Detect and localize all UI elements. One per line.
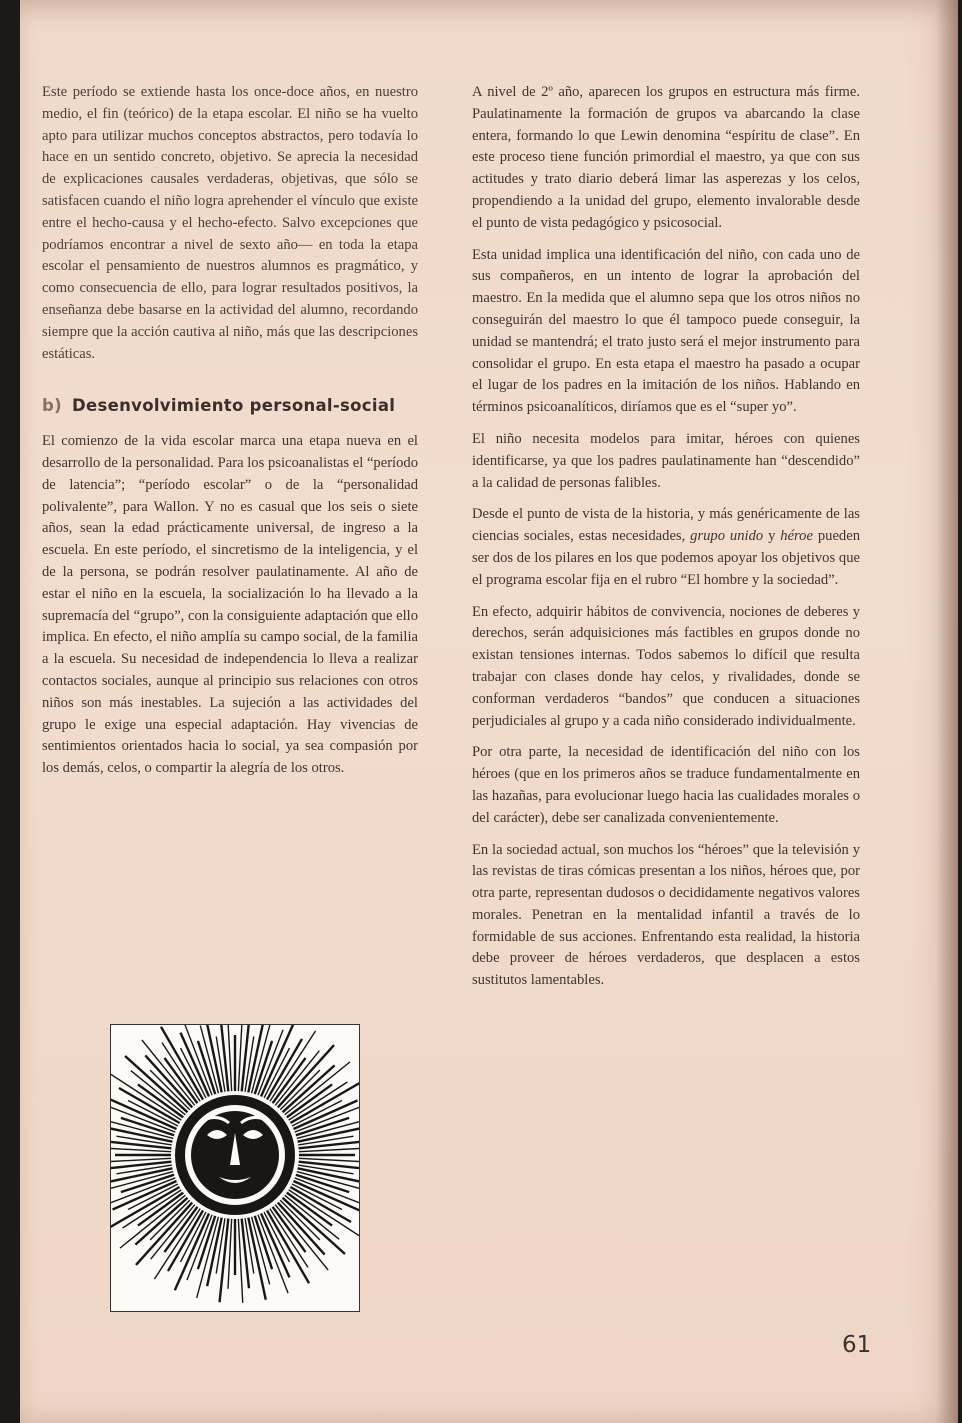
p4-text-c: pueden ser dos de los pilares en los que podemos apoyar los objetivos que el programa escolar fija en el rubro “El hombre y la sociedad”. <box>472 528 860 588</box>
p4-text-a: Desde el punto de vista de la historia, y más genéricamente de las ciencias sociales, estas necesidades, <box>472 506 860 545</box>
left-paragraph-2: El comienzo de la vida escolar marca una etapa nueva en el desarrollo de la personalidad. Para los psicoanalistas el “período de latencia”; “período escolar” o de la “personalidad polivalente”, para Wallon. Y no es casual que los seis o siete años, sean la edad prácticamente universal, de ingreso a la escuela. En este período, el sincretismo de la inteligencia, y el de la persona, se podrán resolver paulatinamente. Al año de estar el niño en la escuela, la socialización lo ha llevado a la supremacía del “grupo”, con la consiguiente adaptación que ello implica. En efecto, el niño amplía su campo social, de la familia a la escuela. Su necesidad de independencia lo lleva a realizar contactos sociales, aunque al principio sus relaciones con otros niños son más inestables. La sujeción a las actividades del grupo le exige una especial adaptación. Hay vivencias de sentimientos orientados hacia lo social, ya sea compasión por los demás, celos, o compartir la alegría de los otros. <box>42 433 418 777</box>
left-paragraph-1: Este período se extiende hasta los once-doce años, en nuestro medio, el fin (teórico) de la etapa escolar. El niño se ha vuelto apto para utilizar muchos conceptos abstractos, pero todavía lo hace en un sentido concreto, objetivo. Se aprecia la necesidad de explicaciones causales verdaderas, objetivas, que sólo se satisfacen cuando el niño logra aprehender el vínculo que existe entre el hecho-causa y el hecho-efecto. Salvo excepciones que podríamos encontrar a nivel de sexto año— en toda la etapa escolar el pensamiento de nuestros alumnos es pragmático, y como consecuencia de ello, para lograr resultados positivos, la enseñanza debe basarse en la actividad del alumno, recordando siempre que la acción cautiva al niño, más que las descripciones estáticas. <box>42 84 418 362</box>
right-paragraph-2: Esta unidad implica una identificación del niño, con cada uno de sus compañeros, en un intento de lograr la aprobación del maestro. En la medida que el alumno sepa que los otros niños no conseguirán del maestro lo que él tampoco puede conseguir, la unidad se mantendrá; el trato justo será el mejor instrumento para consolidar el grupo. En esta etapa el maestro ha pasado a ocupar el lugar de los padres en la imitación de los niños. Hablando en términos psicoanalíticos, diríamos que es el “super yo”. <box>472 246 860 416</box>
right-paragraph-5: En efecto, adquirir hábitos de convivencia, nociones de deberes y derechos, serán adquisiciones más factibles en grupos donde no existan tensiones internas. Todos sabemos lo difícil que resulta trabajar con clases donde hay celos, y rivalidades, donde se conforman verdaderos “bandos” que conducen a situaciones perjudiciales al grupo y a cada niño considerado individualmente. <box>472 603 860 729</box>
p4-emphasis-grupo-unido: grupo unido <box>690 528 764 545</box>
right-paragraph-6: Por otra parte, la necesidad de identificación del niño con los héroes (que en los primeros años se traduce fundamentalmente en las hazañas, para evolucionar luego hacia las cualidades morales o del carácter), debe ser canalizada convenientemente. <box>472 744 860 826</box>
p4-emphasis-heroe: héroe <box>780 528 813 545</box>
right-paragraph-3: El niño necesita modelos para imitar, héroes con quienes identificarse, ya que los padres paulatinamente han “descendido” a la calidad de personas falibles. <box>472 430 860 491</box>
section-title: Desenvolvimiento personal-social <box>72 396 396 416</box>
section-heading <box>42 395 418 417</box>
p4-text-b: y <box>763 528 781 545</box>
page-edge-shadow <box>936 0 958 1423</box>
page-number: 61 <box>842 1332 872 1358</box>
sun-face-woodcut-icon <box>111 1025 359 1311</box>
left-column <box>42 82 418 790</box>
right-paragraph-1: A nivel de 2º año, aparecen los grupos en estructura más firme. Paulatinamente la formación de grupos va abarcando la clase entera, formando lo que Lewin denomina “espíritu de clase”. En este proceso tiene función primordial el maestro, ya que con sus actitudes y trato diario deberá limar las asperezas y los celos, propendiendo a la unidad del grupo, elemento invalorable desde el punto de vista pedagógico y psicosocial. <box>472 84 860 231</box>
right-column <box>472 82 860 1002</box>
right-paragraph-7: En la sociedad actual, son muchos los “héroes” que la televisión y las revistas de tiras cómicas presentan a los niños, héroes que, por otra parte, representan dudosos o decididamente negativos valores morales. Penetran en la mentalidad infantil a través de lo formidable de sus acciones. Enfrentando esta realidad, la historia debe proveer de héroes verdaderos, que desplacen a estos sustitutos lamentables. <box>472 841 860 989</box>
book-page <box>20 0 958 1423</box>
right-paragraph-4 <box>472 504 860 591</box>
sun-face-illustration <box>110 1024 360 1312</box>
section-marker: b) <box>42 396 62 416</box>
